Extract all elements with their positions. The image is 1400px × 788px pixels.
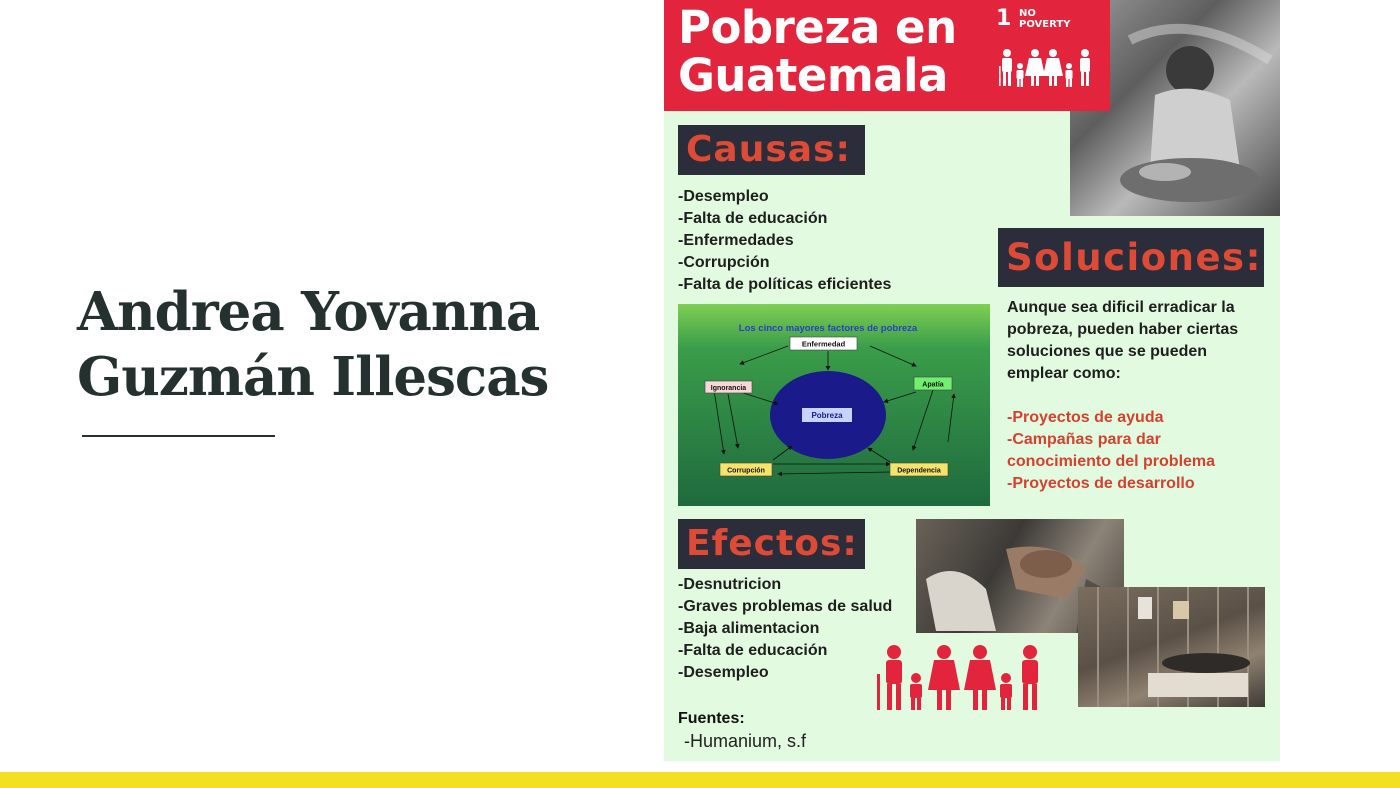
poster-title-line1: Pobreza en [678,1,957,54]
poster-title-line2: Guatemala [678,49,948,102]
list-item: -Desempleo [678,664,769,681]
diagram-node-enfermedad: Enfermedad [801,339,846,349]
diagram-node-apatia: Apatía [922,381,944,389]
author-name-line2: Guzmán Illescas [77,346,549,408]
sdg-number: 1 [996,6,1012,31]
sdg-label-line1: NO [1019,8,1036,19]
sdg-label-line2: POVERTY [1019,19,1071,30]
diagram-node-dependencia: Dependencia [897,467,941,475]
list-item: -Proyectos de desarrollo [1007,475,1195,492]
list-item: -Baja alimentacion [678,620,820,637]
poster [664,0,1280,761]
causas-list [678,186,891,296]
list-item: -Desempleo [678,188,769,205]
list-item: conocimiento del problema [1007,453,1216,470]
diagram-center: Pobreza [811,411,843,420]
soluciones-list [1007,407,1215,495]
efectos-heading: Efectos: [678,519,865,569]
soluciones-heading: Soluciones: [998,228,1264,287]
author-name [77,280,548,410]
list-item: -Enfermedades [678,232,794,249]
list-item: -Campañas para dar [1007,431,1161,448]
list-item: -Graves problemas de salud [678,598,893,615]
bottom-accent-bar [0,772,1400,788]
poster-title [678,1,957,102]
family-icon [874,644,1049,712]
diagram-node-ignorancia: Ignorancia [710,385,747,392]
diagram-title: Los cinco mayores factores de pobreza [738,323,918,334]
fuentes-label: Fuentes: [678,710,745,727]
causas-heading: Causas: [678,125,865,175]
diagram-node-corrupcion: Corrupción [727,467,765,475]
efectos-list [678,574,892,684]
list-item: -Falta de políticas eficientes [678,276,892,293]
soluciones-intro: Aunque sea dificil erradicar la pobreza, pueden haber ciertas soluciones que se pueden emplear como: [1007,299,1239,382]
author-name-line1: Andrea Yovanna [77,281,540,343]
family-icon [998,48,1096,88]
list-item: -Corrupción [678,254,770,271]
fuentes-item: -Humanium, s.f [684,731,807,751]
sleeping-person-shack-photo [1078,587,1265,707]
list-item: -Falta de educación [678,642,828,659]
author-underline [82,435,275,437]
list-item: -Desnutricion [678,576,782,593]
list-item: -Falta de educación [678,210,828,227]
poverty-factors-diagram [678,304,990,506]
sdg-label [1019,8,1079,30]
list-item: -Proyectos de ayuda [1007,409,1164,426]
title-banner [664,0,1110,111]
